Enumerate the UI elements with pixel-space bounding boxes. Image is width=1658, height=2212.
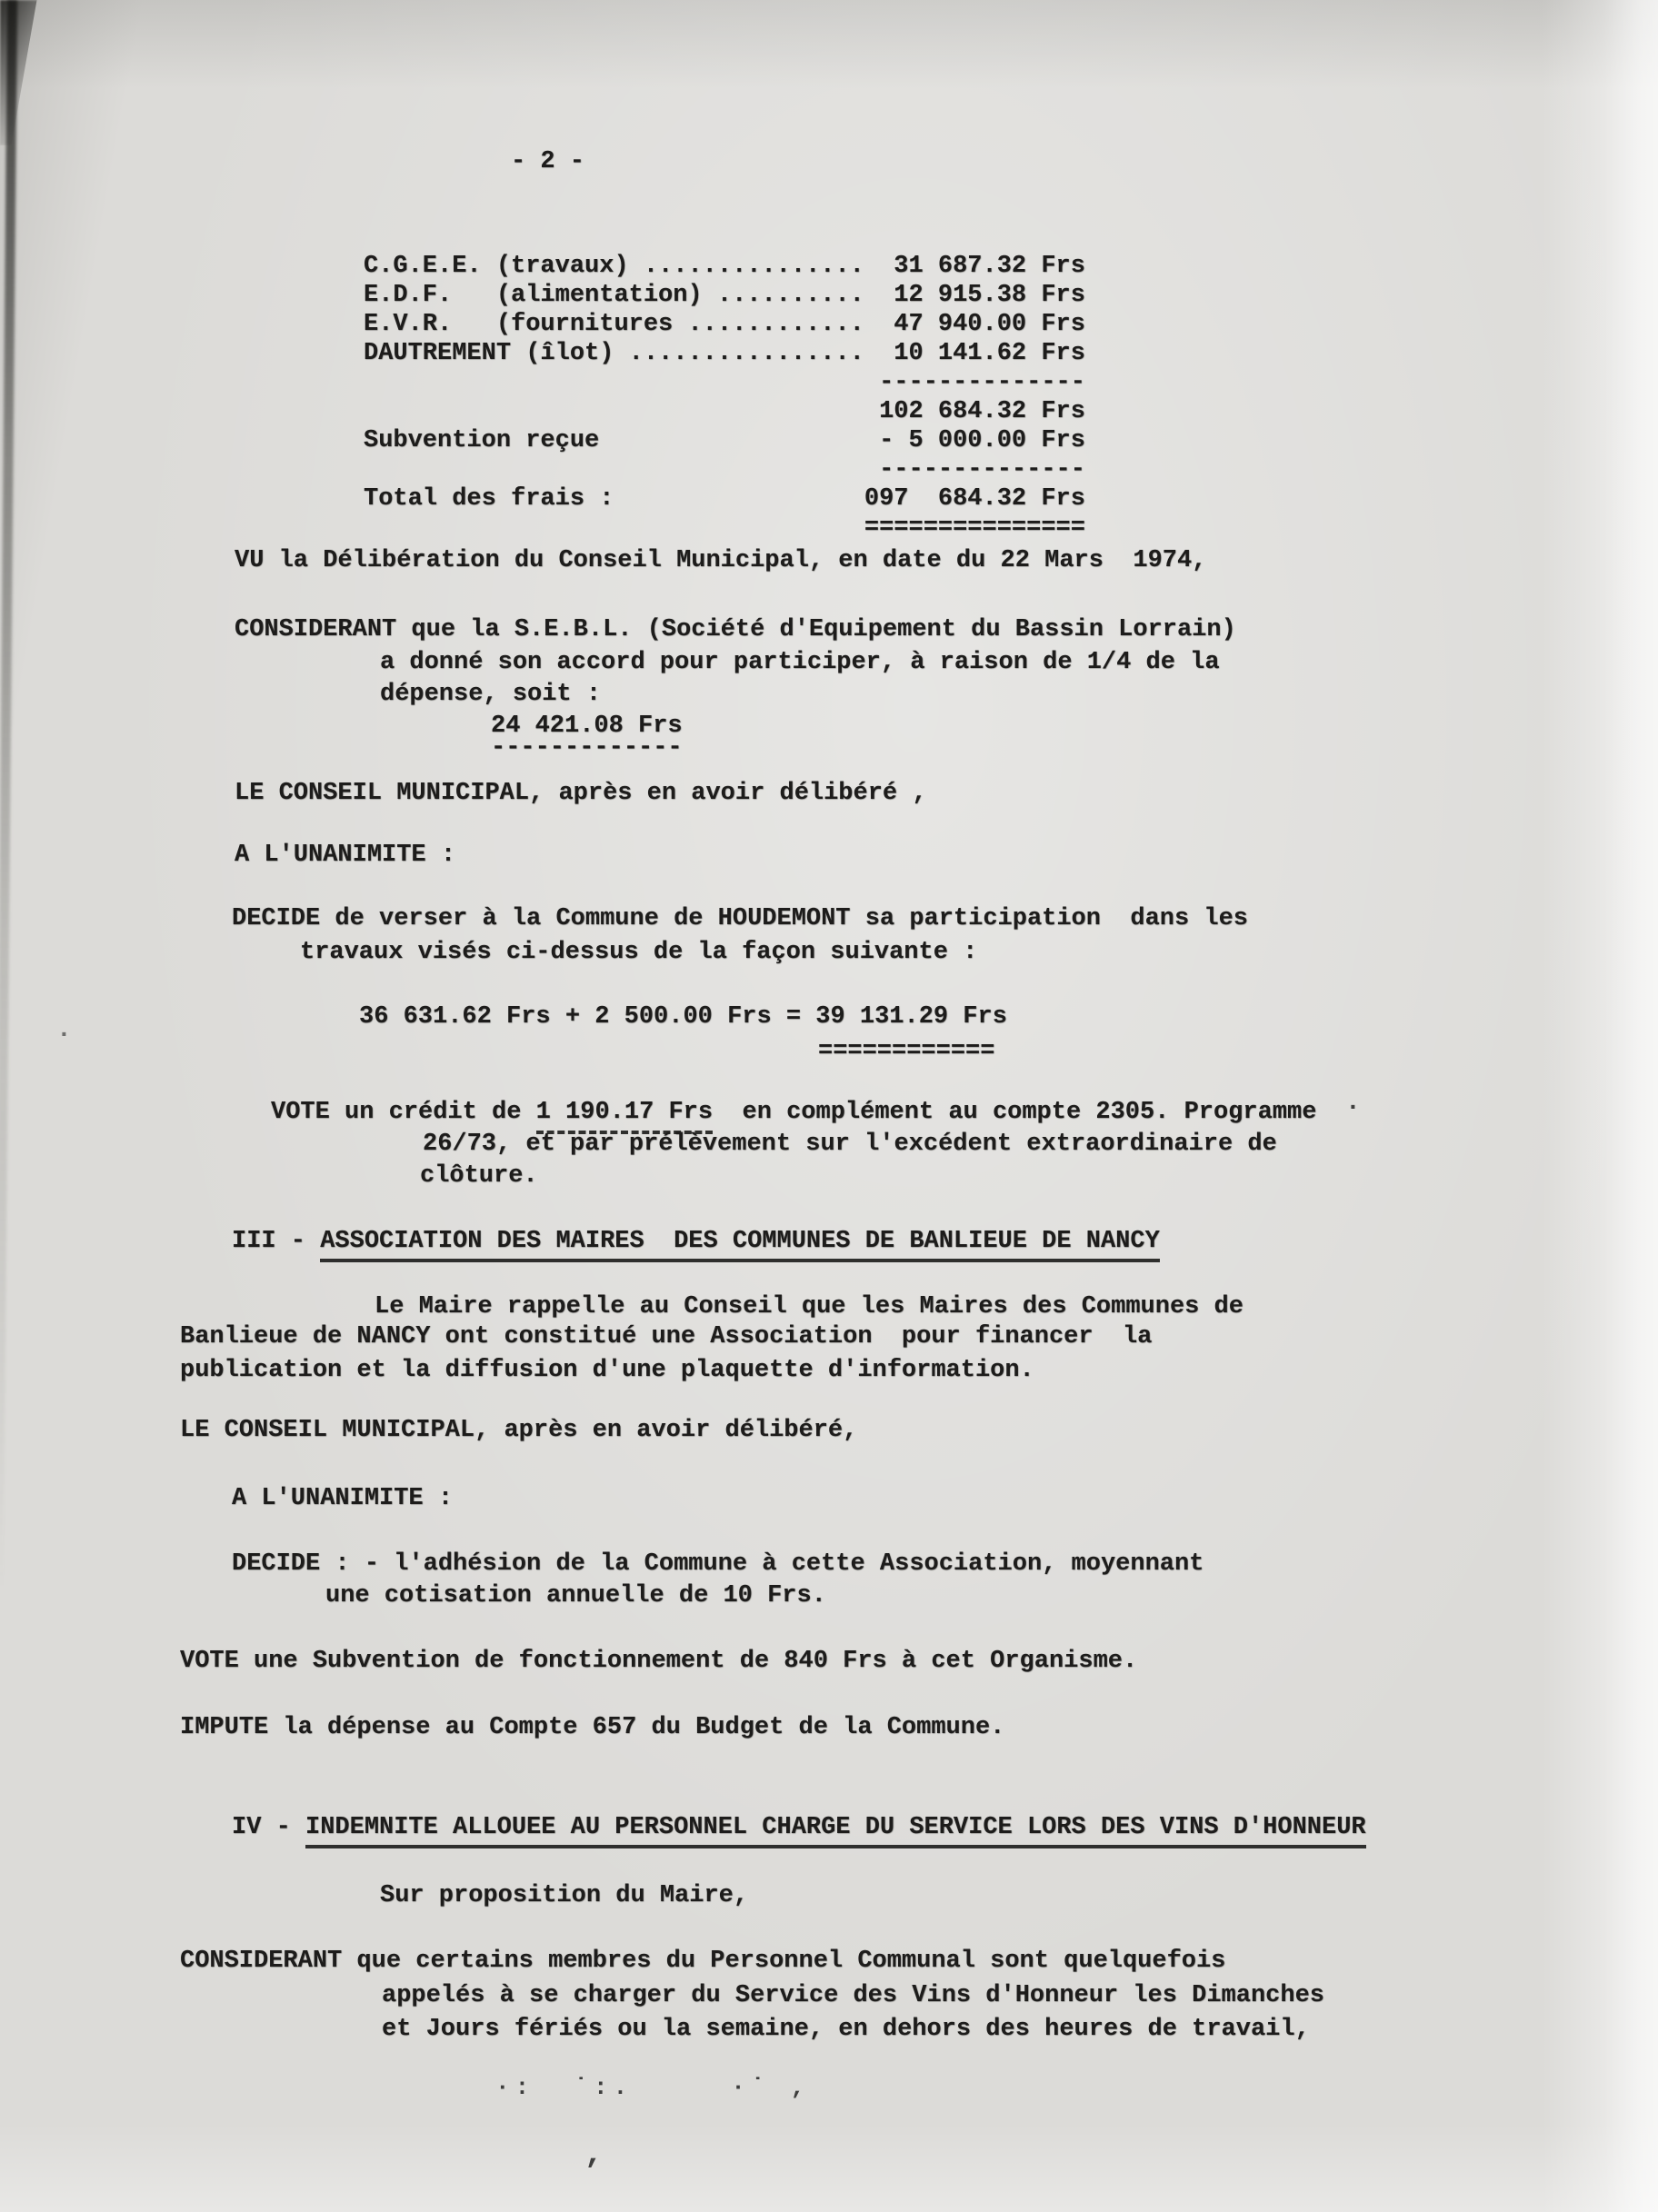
section-4-number: IV - xyxy=(232,1814,306,1841)
ledger-line-evr: E.V.R. (fournitures ............ 47 940.00 Frs xyxy=(364,311,1085,338)
sebl-amount-rule: ------------- xyxy=(491,734,683,762)
ink-specks: ·: ˙:. ·˙ ‚ xyxy=(495,2074,810,2101)
considerant-1-line-1: CONSIDERANT que la S.E.B.L. (Société d'Equipement du Bassin Lorrain) xyxy=(235,616,1236,643)
considerant-2-line-2: appelés à se charger du Service des Vins d'Honneur les Dimanches xyxy=(382,1982,1324,2009)
page-number: - 2 - xyxy=(511,148,585,175)
vu-clause: VU la Délibération du Conseil Municipal, en date du 22 Mars 1974, xyxy=(235,547,1207,574)
conseil-clause-1: LE CONSEIL MUNICIPAL, après en avoir délibéré , xyxy=(235,780,927,807)
vote-clause-1-line-2: 26/73, et par prélèvement sur l'excédent extraordinaire de xyxy=(423,1131,1277,1158)
ledger-rule-1: -------------- xyxy=(364,369,1085,396)
vote-credit-amount: 1 190.17 Frs xyxy=(536,1099,713,1134)
section-4-title: INDEMNITE ALLOUEE AU PERSONNEL CHARGE DU SERVICE LORS DES VINS D'HONNEUR xyxy=(305,1814,1366,1848)
section-heading-4 xyxy=(232,1812,1366,1843)
vote-clause-1-line-3: clôture. xyxy=(420,1162,538,1190)
decide-1-line-2: travaux visés ci-dessus de la façon suivante : xyxy=(300,939,978,966)
vote-1-text-pre: VOTE un crédit de xyxy=(271,1099,536,1126)
conseil-clause-2: LE CONSEIL MUNICIPAL, après en avoir délibéré, xyxy=(180,1417,858,1444)
unanimite-clause-1: A L'UNANIMITE : xyxy=(235,842,456,869)
considerant-2-line-1: CONSIDERANT que certains membres du Personnel Communal sont quelquefois xyxy=(180,1948,1226,1975)
section-heading-3 xyxy=(232,1226,1160,1257)
ledger-subtotal: 102 684.32 Frs xyxy=(364,398,1085,425)
ledger-rule-2: -------------- xyxy=(364,456,1085,483)
section-3-title: ASSOCIATION DES MAIRES DES COMMUNES DE BANLIEUE DE NANCY xyxy=(320,1228,1160,1262)
unanimite-clause-2: A L'UNANIMITE : xyxy=(232,1485,454,1512)
maire-paragraph-line-2: Banlieue de NANCY ont constitué une Association pour financer la xyxy=(180,1323,1153,1350)
sebl-amount: 24 421.08 Frs xyxy=(491,712,683,740)
formula-rule: ============ xyxy=(818,1038,995,1065)
decide-1-line-1: DECIDE de verser à la Commune de HOUDEMONT sa participation dans les xyxy=(232,905,1248,932)
vote-1-text-post: en complément au compte 2305. Programme xyxy=(713,1099,1317,1126)
maire-paragraph-line-1: Le Maire rappelle au Conseil que les Maires des Communes de xyxy=(375,1293,1244,1320)
vote-clause-1-line-1 xyxy=(271,1097,1316,1128)
considerant-1-line-2: a donné son accord pour participer, à raison de 1/4 de la xyxy=(380,649,1220,676)
decide-2-line-1: DECIDE : - l'adhésion de la Commune à cette Association, moyennant xyxy=(232,1550,1204,1578)
vote-clause-2: VOTE une Subvention de fonctionnement de 840 Frs à cet Organisme. xyxy=(180,1648,1138,1675)
ledger-rule-3: =============== xyxy=(364,514,1085,542)
ledger-total: Total des frais : 097 684.32 Frs xyxy=(364,485,1085,513)
considerant-2-line-3: et Jours fériés ou la semaine, en dehors des heures de travail, xyxy=(382,2016,1310,2043)
paper-edge-highlight xyxy=(1603,0,1658,2212)
ledger-line-dautrement: DAUTREMENT (îlot) ................ 10 141.62 Frs xyxy=(364,340,1085,367)
stray-dot-left: . xyxy=(56,1016,72,1044)
maire-paragraph-line-3: publication et la diffusion d'une plaquette d'information. xyxy=(180,1357,1034,1384)
participation-formula: 36 631.62 Frs + 2 500.00 Frs = 39 131.29 Frs xyxy=(359,1003,1007,1031)
ledger-line-cgee: C.G.E.E. (travaux) ............... 31 687.32 Frs xyxy=(364,253,1085,280)
stray-dot-right: . xyxy=(1345,1089,1361,1117)
stray-bottom-mark: ‚ xyxy=(584,2137,603,2172)
paper-crease xyxy=(0,0,17,1590)
paper-corner-shadow xyxy=(0,0,71,145)
section-3-number: III - xyxy=(232,1228,321,1255)
ledger-line-edf: E.D.F. (alimentation) .......... 12 915.38 Frs xyxy=(364,282,1085,309)
proposition-line: Sur proposition du Maire, xyxy=(380,1882,749,1909)
expense-ledger xyxy=(364,252,1085,543)
ledger-subvention: Subvention reçue - 5 000.00 Frs xyxy=(364,427,1085,454)
impute-clause: IMPUTE la dépense au Compte 657 du Budget de la Commune. xyxy=(180,1714,1005,1741)
considerant-1-line-3: dépense, soit : xyxy=(380,681,602,708)
decide-2-line-2: une cotisation annuelle de 10 Frs. xyxy=(325,1582,826,1609)
